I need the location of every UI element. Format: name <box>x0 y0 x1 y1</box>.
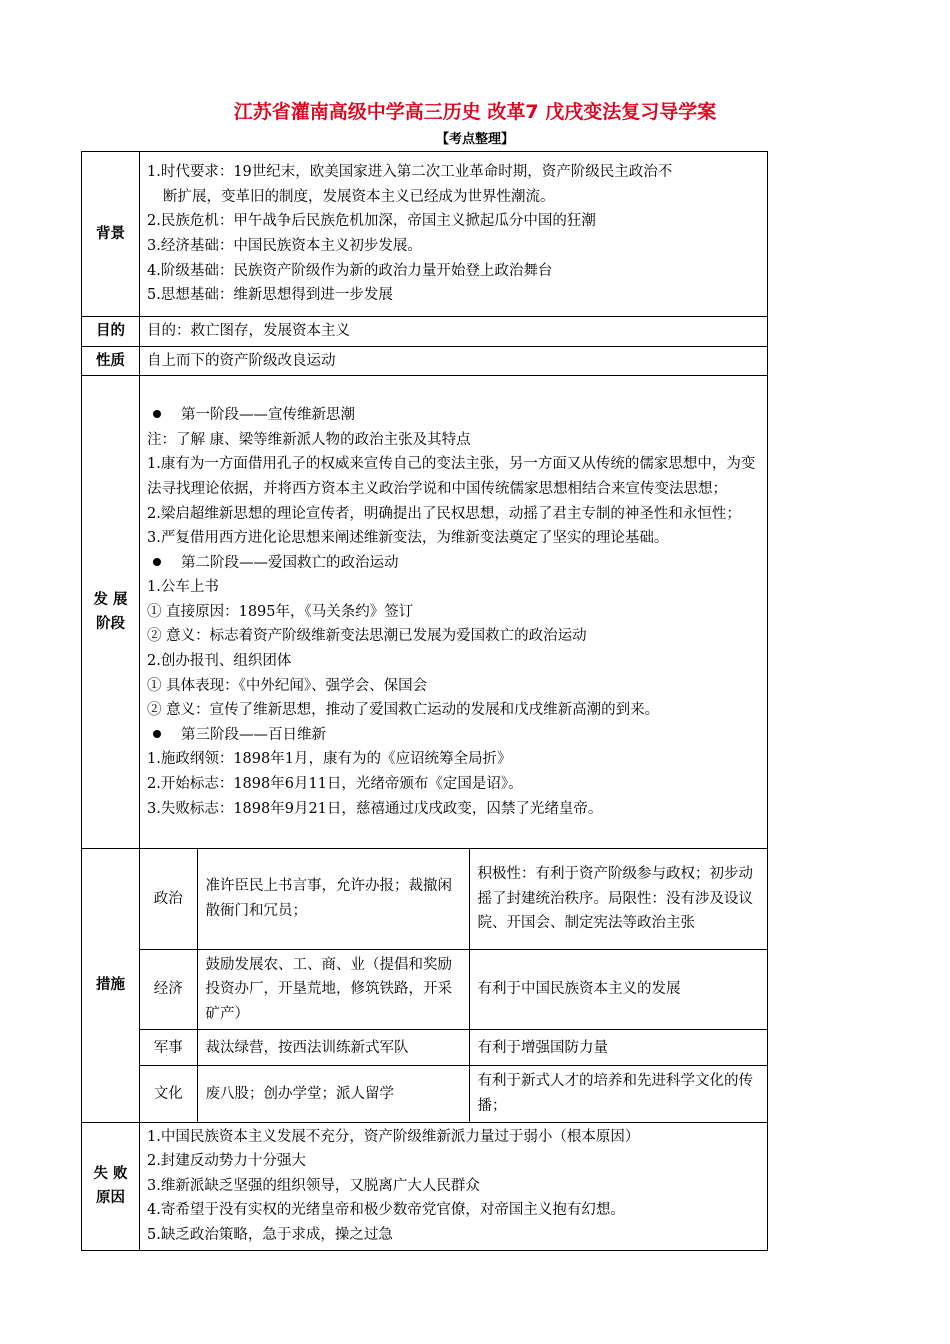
measure-text: 鼓励发展农、工、商、业（提倡和奖励投资办厂，开垦荒地，修筑铁路，开采矿产） <box>197 949 469 1030</box>
head-failure-line2: 原因 <box>96 1190 125 1207</box>
row-purpose <box>82 317 768 347</box>
background-line: 断扩展，变革旧的制度，发展资本主义已经成为世界性潮流。 <box>163 188 555 205</box>
stage2-line: ① 具体表现：《中外纪闻》、强学会、保国会 <box>147 677 428 694</box>
measure-row <box>140 949 767 1030</box>
stage2-title: 第二阶段——爱国救亡的政治运动 <box>147 551 761 576</box>
measures-cell <box>140 849 768 1122</box>
background-line: 3.经济基础：中国民族资本主义初步发展。 <box>147 238 422 254</box>
row-background <box>82 152 768 317</box>
measure-evaluation: 有利于新式人才的培养和先进科学文化的传播； <box>469 1066 767 1122</box>
measure-row <box>140 1066 767 1122</box>
background-content <box>140 152 768 317</box>
head-stages-line1: 发 展 <box>93 592 128 609</box>
failure-line: 3.维新派缺乏坚强的组织领导，又脱离广大人民群众 <box>147 1177 480 1194</box>
background-line: 4.阶级基础：民族资产阶级作为新的政治力量开始登上政治舞台 <box>147 262 553 279</box>
measure-category: 文化 <box>140 1066 197 1122</box>
nature-text: 自上而下的资产阶级改良运动 <box>140 346 768 376</box>
row-stages <box>82 376 768 849</box>
head-nature: 性质 <box>82 346 140 376</box>
stage1-line: 3.严复借用西方进化论思想来阐述维新变法，为维新变法奠定了坚实的理论基础。 <box>147 530 669 547</box>
head-stages <box>82 376 140 849</box>
purpose-text: 目的：救亡图存，发展资本主义 <box>140 317 768 347</box>
measure-row <box>140 849 767 949</box>
document-title: 江苏省灌南高级中学高三历史 改革7 戊戌变法复习导学案 <box>233 101 717 123</box>
measure-category: 政治 <box>140 849 197 949</box>
row-failure <box>82 1122 768 1250</box>
measures-table <box>140 849 767 1121</box>
background-line: 2.民族危机：甲午战争后民族危机加深，帝国主义掀起瓜分中国的狂潮 <box>147 213 596 230</box>
stage1-line: 2.梁启超维新思想的理论宣传者，明确提出了民权思想，动摇了君主专制的神圣性和永恒性； <box>147 505 741 522</box>
review-table <box>81 151 768 1251</box>
stage2-line: ① 直接原因：1895年，《马关条约》签订 <box>147 603 414 620</box>
bullet-icon <box>153 410 161 418</box>
stage3-line: 1.施政纲领：1898年1月，康有为的《应诏统筹全局折》 <box>147 751 512 768</box>
head-stages-line2: 阶段 <box>96 616 125 633</box>
measure-evaluation: 有利于增强国防力量 <box>469 1030 767 1066</box>
bullet-icon <box>153 558 161 566</box>
measure-evaluation: 积极性：有利于资产阶级参与政权；初步动摇了封建统治秩序。局限性：没有涉及设议院、开国会、制定宪法等政治主张 <box>469 849 767 949</box>
measure-text: 裁汰绿营，按西法训练新式军队 <box>197 1030 469 1066</box>
stage3-title: 第三阶段——百日维新 <box>147 723 761 748</box>
measure-category: 军事 <box>140 1030 197 1066</box>
background-line: 1.时代要求：19世纪末，欧美国家进入第二次工业革命时期，资产阶级民主政治不 <box>147 164 673 181</box>
head-measures: 措施 <box>82 849 140 1122</box>
bullet-icon <box>153 730 161 738</box>
stages-content <box>140 376 768 849</box>
failure-line: 5.缺乏政治策略，急于求成，操之过急 <box>147 1227 393 1244</box>
stage3-line: 3.失败标志：1898年9月21日，慈禧通过戊戌政变，囚禁了光绪皇帝。 <box>147 800 603 817</box>
measure-text: 准许臣民上书言事，允许办报；裁撤闲散衙门和冗员； <box>197 849 469 949</box>
measure-category: 经济 <box>140 949 197 1030</box>
row-nature <box>82 346 768 376</box>
measure-evaluation: 有利于中国民族资本主义的发展 <box>469 949 767 1030</box>
failure-line: 2.封建反动势力十分强大 <box>147 1153 306 1170</box>
head-background: 背景 <box>82 152 140 317</box>
stage2-line: 1.公车上书 <box>147 579 219 596</box>
stage2-line: ② 意义：标志着资产阶级维新变法思潮已发展为爱国救亡的政治运动 <box>147 628 587 645</box>
stage2-line: 2.创办报刊、组织团体 <box>147 653 292 670</box>
failure-line: 4.寄希望于没有实权的光绪皇帝和极少数帝党官僚，对帝国主义抱有幻想。 <box>147 1202 625 1219</box>
head-failure <box>82 1122 140 1250</box>
failure-content <box>140 1122 768 1250</box>
head-failure-line1: 失 败 <box>93 1166 128 1183</box>
head-purpose: 目的 <box>82 317 140 347</box>
stage1-line: 1.康有为一方面借用孔子的权威来宣传自己的变法主张，另一方面又从传统的儒家思想中，为变法寻找理论依据，并将西方资本主义政治学说和中国传统儒家思想相结合来宣传变法思想； <box>147 456 756 497</box>
stage3-line: 2.开始标志：1898年6月11日，光绪帝颁布《定国是诏》。 <box>147 776 523 793</box>
measure-row <box>140 1030 767 1066</box>
measure-text: 废八股；创办学堂；派人留学 <box>197 1066 469 1122</box>
section-subtitle: 【考点整理】 <box>435 132 514 147</box>
failure-line: 1.中国民族资本主义发展不充分，资产阶级维新派力量过于弱小（根本原因） <box>147 1128 640 1145</box>
stage2-line: ② 意义：宣传了维新思想，推动了爱国救亡运动的发展和戊戌维新高潮的到来。 <box>147 702 660 719</box>
background-line: 5.思想基础：维新思想得到进一步发展 <box>147 287 393 304</box>
stage1-line: 注：了解 康、梁等维新派人物的政治主张及其特点 <box>147 431 471 448</box>
stage1-title: 第一阶段——宣传维新思潮 <box>147 403 761 428</box>
row-measures <box>82 849 768 1122</box>
